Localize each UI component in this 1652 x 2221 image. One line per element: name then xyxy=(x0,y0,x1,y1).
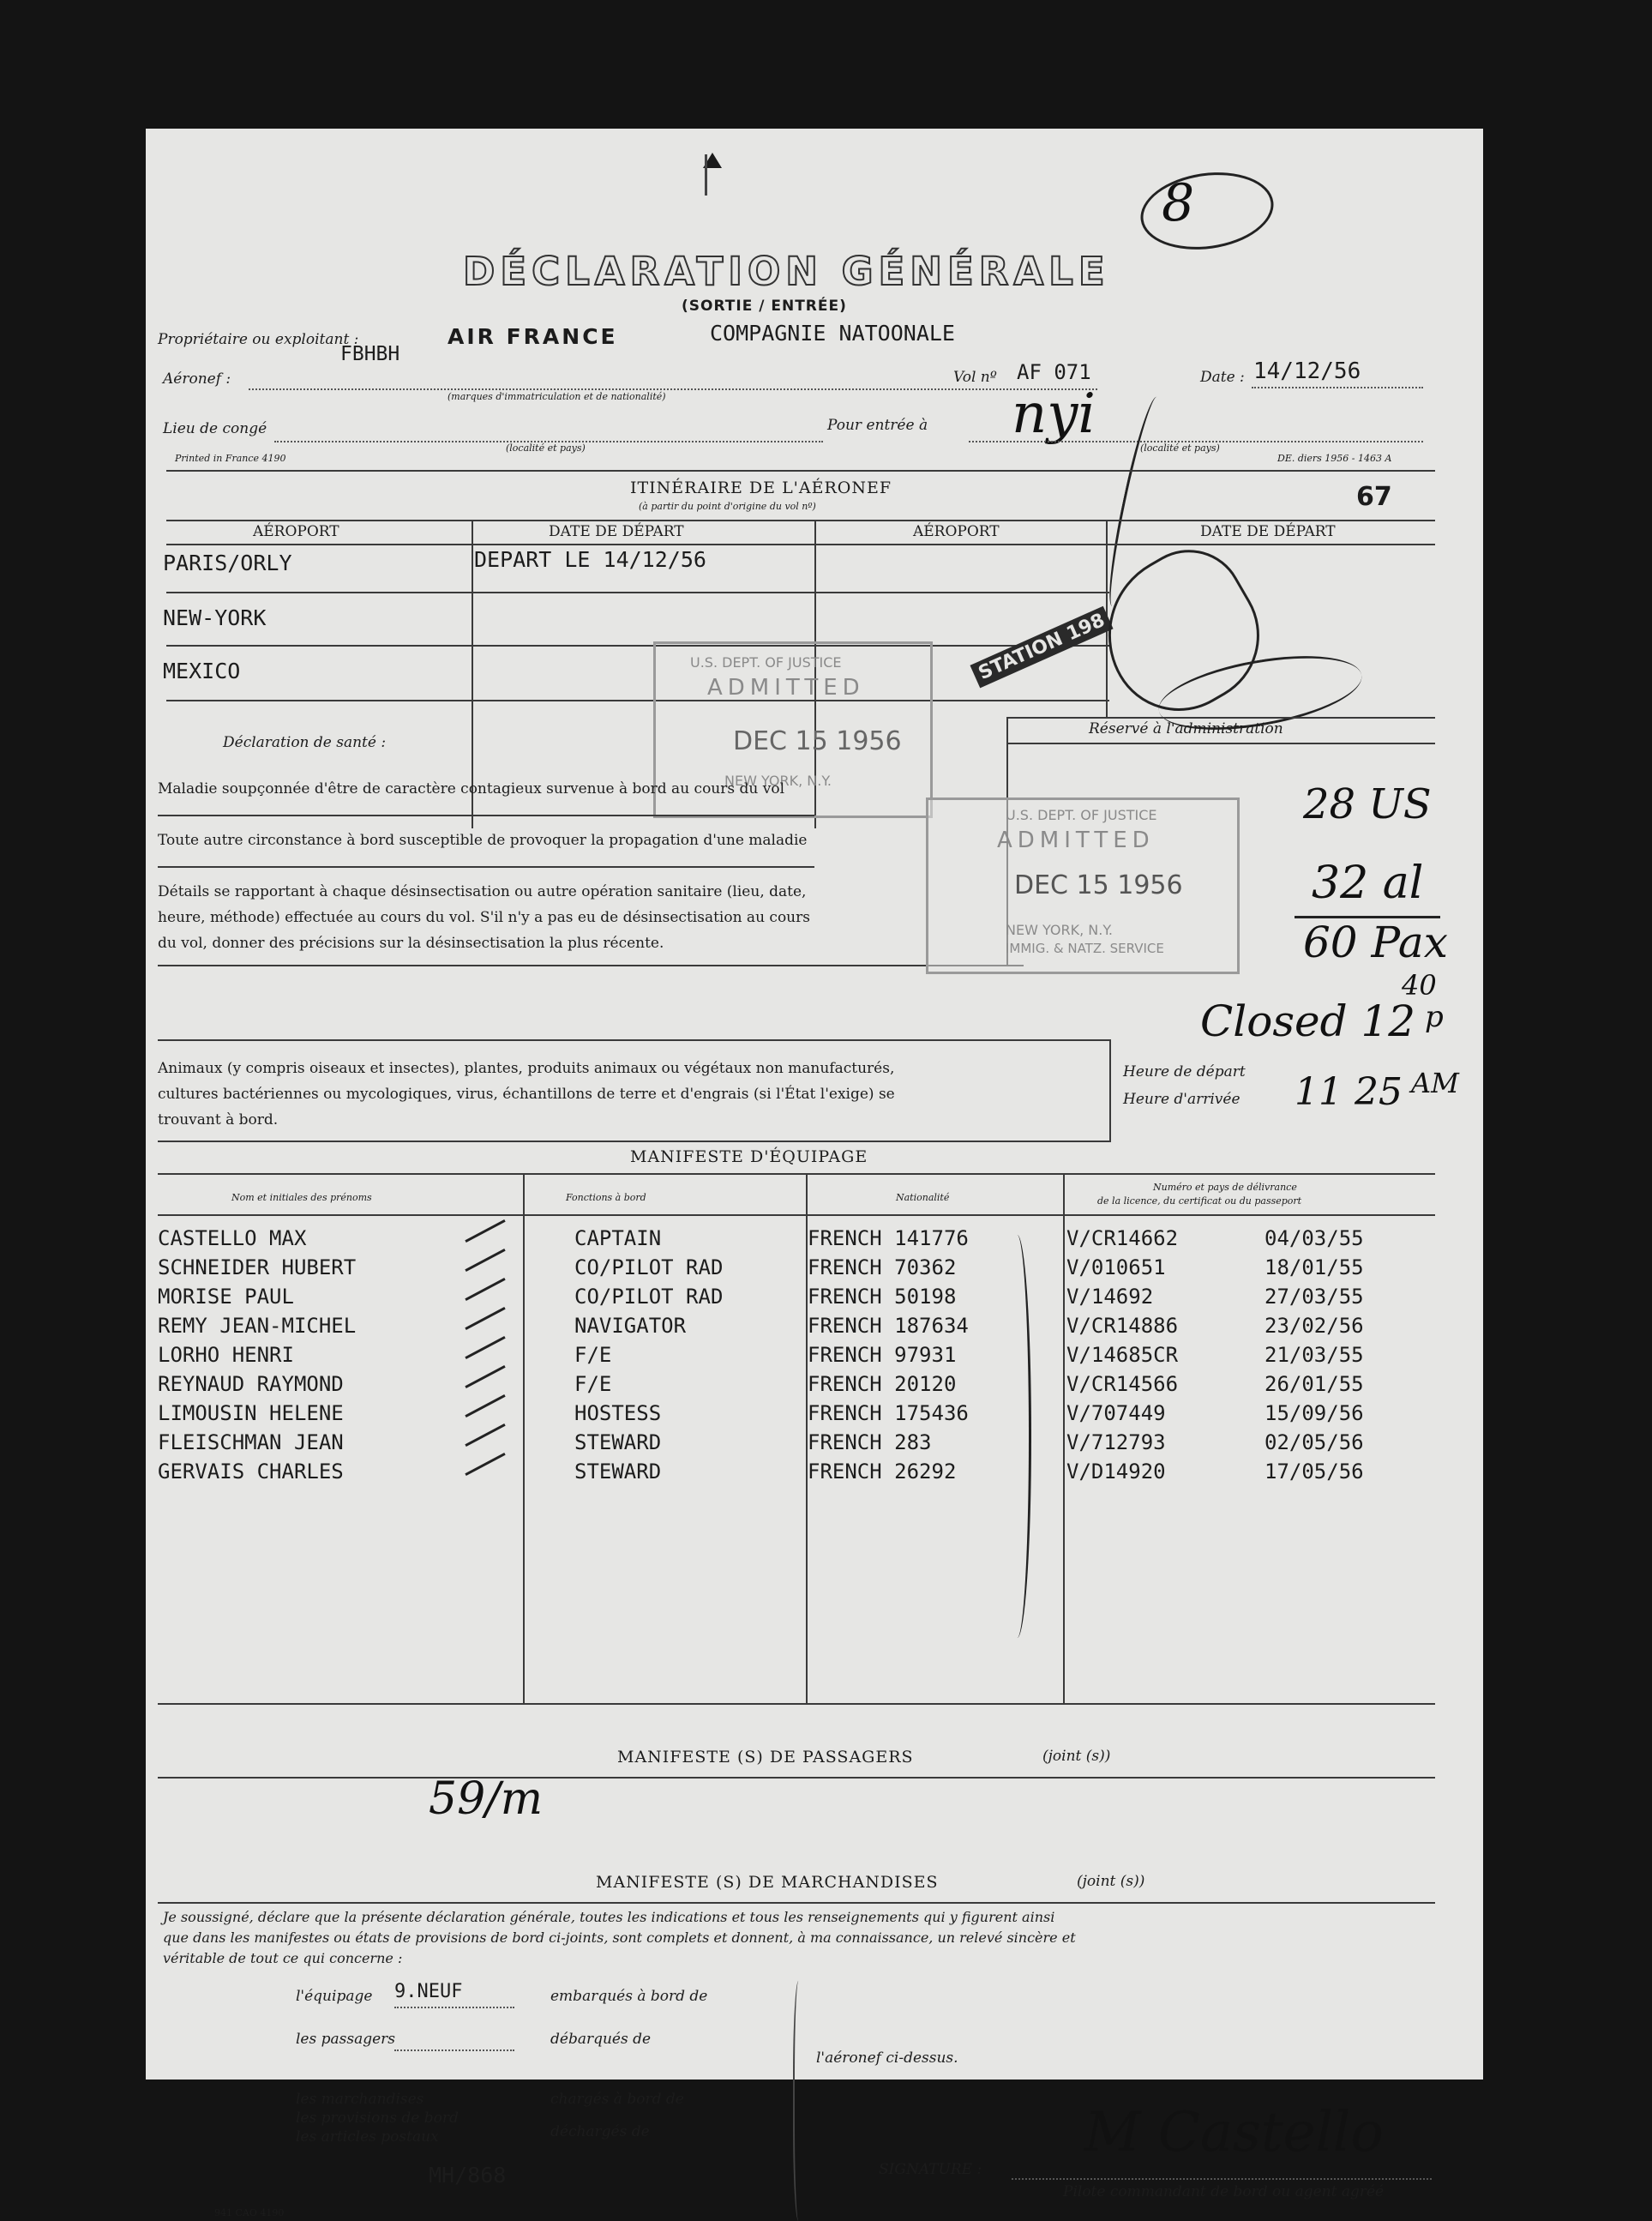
crew-date-cell: 04/03/55 xyxy=(1265,1226,1364,1250)
health-item-2: Toute autre circonstance à bord susceptible de provoquer la propagation d'une maladie xyxy=(158,832,808,849)
page-title: DÉCLARATION GÉNÉRALE xyxy=(463,249,1110,294)
crew-col-license-2: de la licence, du certificat ou du passeport xyxy=(1097,1195,1302,1207)
crew-function-cell: STEWARD xyxy=(574,1430,662,1454)
signature-label: SIGNATURE : xyxy=(879,2161,982,2178)
crew-date-cell: 15/09/56 xyxy=(1265,1401,1364,1425)
crew-name-cell: CASTELLO MAX xyxy=(158,1226,307,1250)
crew-function-cell: CO/PILOT RAD xyxy=(574,1255,724,1279)
crew-nationality-cell: FRENCH 187634 xyxy=(808,1314,969,1338)
crew-license-cell: V/14685CR xyxy=(1066,1343,1179,1367)
arrival-time-label: Heure d'arrivée xyxy=(1123,1091,1241,1108)
prov-decl-label: les provisions de bord xyxy=(296,2110,459,2127)
check-mark-icon xyxy=(465,1307,505,1330)
entry-value: nyi xyxy=(1012,382,1096,446)
admin-count-al: 32 al xyxy=(1312,858,1424,909)
printed-note: Printed in France 4190 xyxy=(175,453,286,464)
admin-closed-minutes: 40 xyxy=(1402,969,1437,1002)
itinerary-col-airport-1: AÉROPORT xyxy=(253,523,339,540)
admitted-stamp-1: U.S. DEPT. OF JUSTICE ADMITTED DEC 15 1956 NEW YORK, N.Y. xyxy=(653,641,933,818)
crew-date-cell: 18/01/55 xyxy=(1265,1255,1364,1279)
crew-name-cell: MORISE PAUL xyxy=(158,1285,294,1309)
departure-place-label: Lieu de congé xyxy=(163,420,267,437)
crew-nationality-cell: FRENCH 97931 xyxy=(808,1343,957,1367)
aircraft-value: FBHBH xyxy=(340,343,400,365)
declaration-form xyxy=(146,129,1483,2218)
crew-license-cell: V/010651 xyxy=(1066,1255,1166,1279)
health-item-1: Maladie soupçonnée d'être de caractère contagieux survenue à bord au cours du vol xyxy=(158,780,785,798)
declaration-line1: Je soussigné, déclare que la présente déclaration générale, toutes les indications et tous les renseignements qui y figurent ainsi xyxy=(163,1909,1055,1925)
crew-decl-label: l'équipage xyxy=(296,1988,373,2005)
check-mark-icon xyxy=(465,1394,505,1417)
itinerary-airport-3: MEXICO xyxy=(163,659,241,683)
goods-joint: (joint (s)) xyxy=(1077,1873,1145,1890)
postal-decl-label: les articles postaux xyxy=(296,2128,439,2146)
declaration-line2: que dans les manifestes ou états de provisions de bord ci-joints, sont complets et donnent, à ma connaissance, un relevé sincère et xyxy=(163,1929,1076,1946)
crew-nationality-cell: FRENCH 283 xyxy=(808,1430,932,1454)
check-mark-icon xyxy=(465,1365,505,1388)
check-mark-icon xyxy=(465,1219,505,1243)
itinerary-col-date-2: DATE DE DÉPART xyxy=(1200,523,1336,540)
goods-decl-label: les marchandises xyxy=(296,2091,424,2108)
itinerary-subtitle: (à partir du point d'origine du vol nº) xyxy=(639,501,816,512)
crew-date-cell: 26/01/55 xyxy=(1265,1372,1364,1396)
crew-nationality-cell: FRENCH 175436 xyxy=(808,1401,969,1425)
departure-time-label: Heure de départ xyxy=(1123,1063,1246,1080)
admin-closed: Closed 12 xyxy=(1200,996,1416,1046)
crew-date-cell: 02/05/56 xyxy=(1265,1430,1364,1454)
aircraft-label: Aéronef : xyxy=(163,370,231,388)
goods-decl-action: chargés à bord de xyxy=(550,2091,684,2108)
admitted-stamp-2: U.S. DEPT. OF JUSTICE ADMITTED DEC 15 1956 NEW YORK, N.Y. IMMIG. & NATZ. SERVICE xyxy=(926,798,1240,974)
crew-nationality-cell: FRENCH 20120 xyxy=(808,1372,957,1396)
crew-name-cell: LIMOUSIN HELENE xyxy=(158,1401,344,1425)
pax-decl-action: débarqués de xyxy=(550,2031,652,2048)
crew-name-cell: REMY JEAN-MICHEL xyxy=(158,1314,357,1338)
itinerary-airport-1: PARIS/ORLY xyxy=(163,551,292,575)
crew-function-cell: F/E xyxy=(574,1372,612,1396)
health-item-3-line2: heure, méthode) effectuée au cours du vol. S'il n'y a pas eu de désinsectisation au cours xyxy=(158,909,810,926)
arrival-time-suffix: AM xyxy=(1411,1067,1459,1099)
check-mark-icon xyxy=(465,1336,505,1359)
page-subtitle: (SORTIE / ENTRÉE) xyxy=(682,298,847,315)
health-item-3-line3: du vol, donner des précisions sur la désinsectisation la plus récente. xyxy=(158,935,664,952)
crew-function-cell: CAPTAIN xyxy=(574,1226,662,1250)
check-mark-icon xyxy=(465,1453,505,1476)
admin-count-pax: 60 Pax xyxy=(1303,918,1448,967)
crew-license-cell: V/CR14566 xyxy=(1066,1372,1179,1396)
animals-line3: trouvant à bord. xyxy=(158,1111,279,1129)
departure-place-note: (localité et pays) xyxy=(506,442,586,454)
check-mark-icon xyxy=(465,1423,505,1447)
itinerary-col-airport-2: AÉROPORT xyxy=(913,523,1000,540)
crew-name-cell: REYNAUD RAYMOND xyxy=(158,1372,344,1396)
health-title: Déclaration de santé : xyxy=(223,734,387,751)
crew-function-cell: F/E xyxy=(574,1343,612,1367)
crew-license-cell: V/D14920 xyxy=(1066,1460,1166,1484)
passengers-note: 59/m xyxy=(429,1773,543,1825)
station-stamp: STATION 198 xyxy=(970,606,1113,689)
crew-nationality-cell: FRENCH 26292 xyxy=(808,1460,957,1484)
decl-brace xyxy=(793,1981,807,2221)
crew-bracket-scribble xyxy=(1003,1235,1031,1638)
unload-decl-action: déchargés de xyxy=(550,2123,650,2140)
owner-label: Propriétaire ou exploitant : xyxy=(158,331,359,348)
animals-line2: cultures bactériennes ou mycologiques, virus, échantillons de terre et d'engrais (si l'État l'exige) se xyxy=(158,1086,895,1103)
aircraft-note: (marques d'immatriculation et de nationalité) xyxy=(448,391,666,402)
entry-label: Pour entrée à xyxy=(827,417,928,434)
crew-name-cell: FLEISCHMAN JEAN xyxy=(158,1430,344,1454)
crew-date-cell: 23/02/56 xyxy=(1265,1314,1364,1338)
date-value: 14/12/56 xyxy=(1253,358,1361,384)
crew-function-cell: NAVIGATOR xyxy=(574,1314,687,1338)
signatory-label: Pilote commandant de bord ou agent agréé xyxy=(1063,2183,1385,2200)
itinerary-col-date-1: DATE DE DÉPART xyxy=(549,523,684,540)
page-mark: 8 xyxy=(1162,173,1195,233)
crew-name-cell: SCHNEIDER HUBERT xyxy=(158,1255,357,1279)
crew-decl-value: 9.NEUF xyxy=(394,1981,463,2002)
crew-col-license-1: Numéro et pays de délivrance xyxy=(1153,1182,1297,1193)
page-mark-circle xyxy=(1136,165,1279,258)
owner-value: AIR FRANCE xyxy=(448,324,618,349)
crew-nationality-cell: FRENCH 70362 xyxy=(808,1255,957,1279)
flight-value: AF 071 xyxy=(1017,360,1091,384)
check-mark-icon xyxy=(465,1249,505,1272)
itinerary-title: ITINÉRAIRE DE L'AÉRONEF xyxy=(630,479,892,497)
form-code: 941 CAO 4190 xyxy=(214,2207,285,2218)
admin-title: Réservé à l'administration xyxy=(1089,720,1283,737)
declaration-line3: véritable de tout ce qui concerne : xyxy=(163,1950,403,1966)
signature: M Castello xyxy=(1084,2101,1384,2164)
crew-date-cell: 17/05/56 xyxy=(1265,1460,1364,1484)
crew-date-cell: 21/03/55 xyxy=(1265,1343,1364,1367)
check-mark-icon xyxy=(465,1278,505,1301)
goods-title: MANIFESTE (S) DE MARCHANDISES xyxy=(596,1873,939,1892)
arrival-time-value: 11 25 xyxy=(1295,1070,1403,1114)
crew-function-cell: CO/PILOT RAD xyxy=(574,1285,724,1309)
crew-function-cell: HOSTESS xyxy=(574,1401,662,1425)
passengers-joint: (joint (s)) xyxy=(1042,1748,1111,1765)
crew-date-cell: 27/03/55 xyxy=(1265,1285,1364,1309)
crew-function-cell: STEWARD xyxy=(574,1460,662,1484)
animals-line1: Animaux (y compris oiseaux et insectes), plantes, produits animaux ou végétaux non manufacturés, xyxy=(158,1060,895,1077)
crew-name-cell: LORHO HENRI xyxy=(158,1343,294,1367)
crew-license-cell: V/712793 xyxy=(1066,1430,1166,1454)
passengers-title: MANIFESTE (S) DE PASSAGERS xyxy=(617,1748,914,1767)
aircraft-ref: l'aéronef ci-dessus. xyxy=(816,2049,958,2067)
pax-decl-label: les passagers xyxy=(296,2031,396,2048)
crew-decl-action: embarqués à bord de xyxy=(550,1988,708,2005)
crew-nationality-cell: FRENCH 50198 xyxy=(808,1285,957,1309)
admin-count-us: 28 US xyxy=(1303,780,1432,828)
crew-license-cell: V/14692 xyxy=(1066,1285,1154,1309)
edge-mark xyxy=(705,154,707,196)
crew-license-cell: V/707449 xyxy=(1066,1401,1166,1425)
crew-license-cell: V/CR14662 xyxy=(1066,1226,1179,1250)
admin-closed-suffix: p xyxy=(1425,1000,1444,1034)
crew-col-function: Fonctions à bord xyxy=(566,1192,646,1203)
crew-nationality-cell: FRENCH 141776 xyxy=(808,1226,969,1250)
itinerary-airport-2: NEW-YORK xyxy=(163,605,267,630)
entry-note: (localité et pays) xyxy=(1140,442,1220,454)
crew-name-cell: GERVAIS CHARLES xyxy=(158,1460,344,1484)
owner-value-2: COMPAGNIE NATOONALE xyxy=(710,321,955,346)
date-label: Date : xyxy=(1200,369,1245,386)
itinerary-number: 67 xyxy=(1356,482,1392,512)
printed-code: DE. diers 1956 - 1463 A xyxy=(1277,453,1392,464)
reference-number: MH/868 xyxy=(429,2163,507,2188)
flight-label: Vol nº xyxy=(953,369,997,386)
crew-col-nationality: Nationalité xyxy=(896,1192,950,1203)
itinerary-date-1: DEPART LE 14/12/56 xyxy=(474,547,706,572)
crew-license-cell: V/CR14886 xyxy=(1066,1314,1179,1338)
crew-col-name: Nom et initiales des prénoms xyxy=(231,1192,372,1203)
health-item-3-line1: Détails se rapportant à chaque désinsectisation ou autre opération sanitaire (lieu, date, xyxy=(158,883,807,900)
crew-title: MANIFESTE D'ÉQUIPAGE xyxy=(630,1147,868,1166)
